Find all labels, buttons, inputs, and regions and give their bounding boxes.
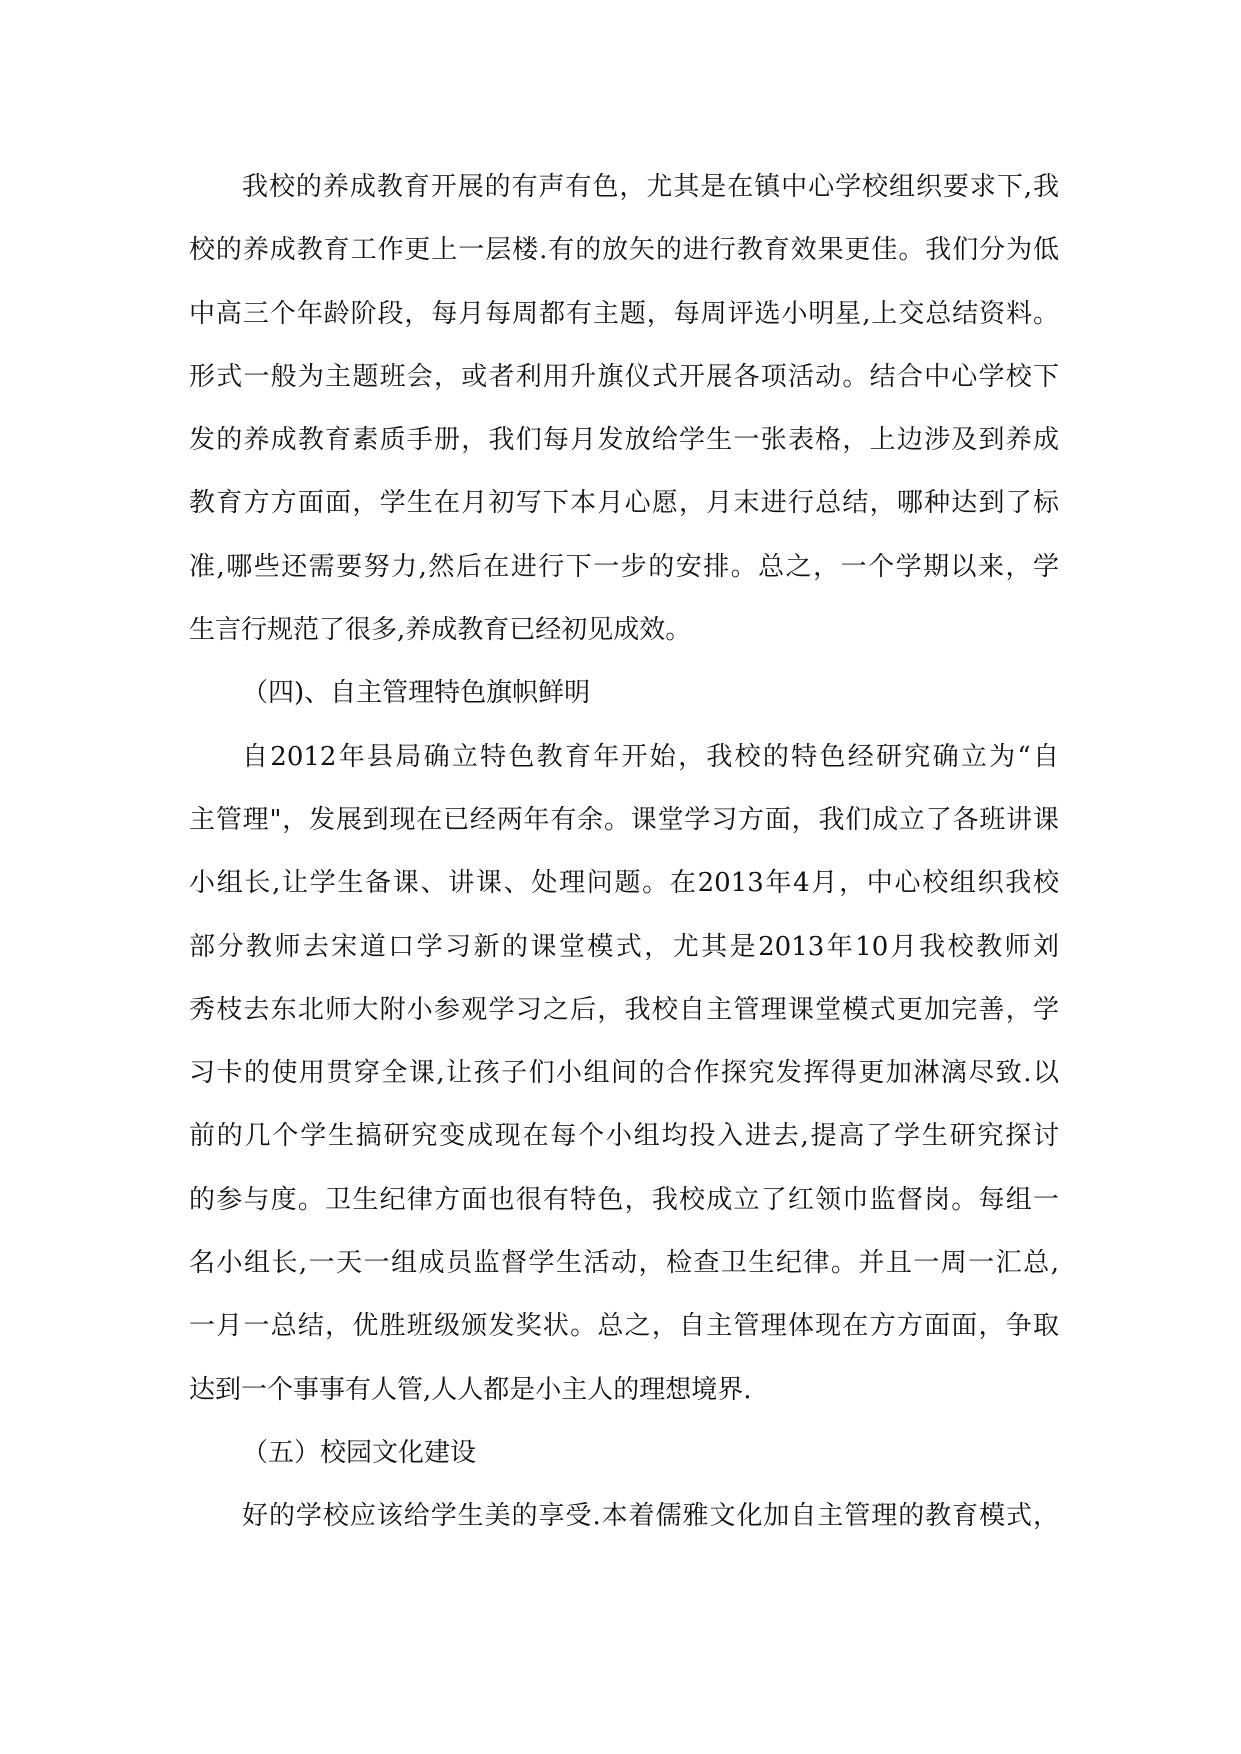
paragraph-line: 生言行规范了很多,养成教育已经初见成效。: [189, 615, 692, 646]
paragraph-line: 主管理"，发展到现在已经两年有余。课堂学习方面，我们成立了各班讲课: [189, 804, 1059, 835]
paragraph-line: 部分教师去宋道口学习新的课堂模式，尤其是2013年10月我校教师刘: [189, 931, 1059, 962]
paragraph-line: 我校的养成教育开展的有声有色，尤其是在镇中心学校组织要求下,我: [242, 172, 1059, 202]
paragraph-line: 教育方方面面，学生在月初写下本月心愿，月末进行总结，哪种达到了标: [189, 488, 1059, 519]
paragraph-line: 发的养成教育素质手册，我们每月发放给学生一张表格，上边涉及到养成: [189, 425, 1059, 456]
body-text: [189, 156, 1059, 1549]
paragraph-line: 一月一总结，优胜班级颁发奖状。总之，自主管理体现在方方面面，争取: [189, 1311, 1059, 1342]
paragraph-line: 好的学校应该给学生美的享受.本着儒雅文化加自主管理的教育模式，: [242, 1501, 1059, 1532]
paragraph-line: 小组长,让学生备课、讲课、处理问题。在2013年4月，中心校组织我校: [189, 868, 1059, 899]
paragraph-line: 秀枝去东北师大附小参观学习之后，我校自主管理课堂模式更加完善，学: [189, 994, 1059, 1025]
paragraph-line: 准,哪些还需要努力,然后在进行下一步的安排。总之，一个学期以来，学: [189, 551, 1059, 582]
section-heading: （五）校园文化建设: [242, 1437, 477, 1468]
section-heading: （四)、自主管理特色旗帜鲜明: [242, 678, 591, 709]
paragraph-line: 达到一个事事有人管,人人都是小主人的理想境界.: [189, 1374, 752, 1405]
paragraph-line: 前的几个学生搞研究变成现在每个小组均投入进去,提高了学生研究探讨: [189, 1121, 1059, 1152]
paragraph-line: 的参与度。卫生纪律方面也很有特色，我校成立了红领巾监督岗。每组一: [189, 1184, 1059, 1215]
paragraph-line: 中高三个年龄阶段，每月每周都有主题，每周评选小明星,上交总结资料。: [189, 298, 1059, 329]
paragraph-line: 名小组长,一天一组成员监督学生活动，检查卫生纪律。并且一周一汇总,: [189, 1248, 1059, 1279]
paragraph-line: 自2012年县局确立特色教育年开始，我校的特色经研究确立为“自: [242, 741, 1059, 772]
paragraph-line: 形式一般为主题班会，或者利用升旗仪式开展各项活动。结合中心学校下: [189, 361, 1059, 392]
paragraph-line: 习卡的使用贯穿全课,让孩子们小组间的合作探究发挥得更加淋漓尽致.以: [189, 1058, 1059, 1089]
paragraph-line: 校的养成教育工作更上一层楼.有的放矢的进行教育效果更佳。我们分为低: [189, 235, 1059, 266]
